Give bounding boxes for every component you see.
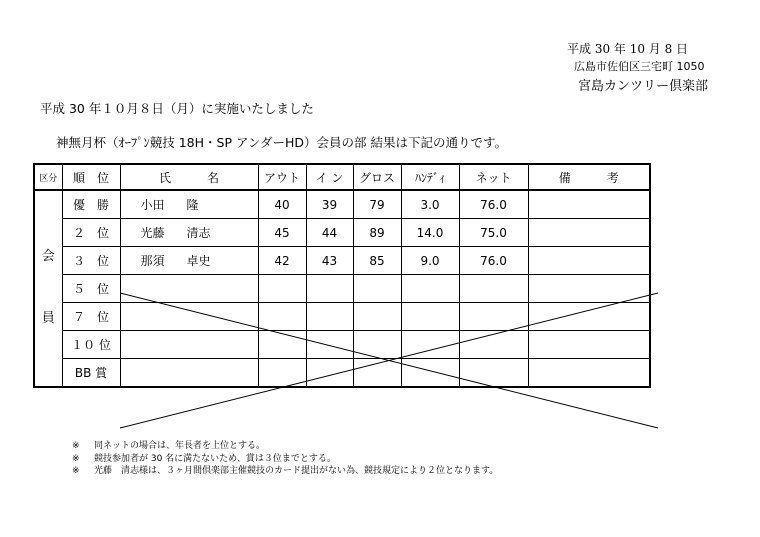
rank-cell: ７ 位 <box>62 303 120 331</box>
col-header-out: アウト <box>258 164 306 190</box>
remarks-cell <box>528 190 650 219</box>
notes <box>72 440 498 478</box>
results-table <box>33 163 651 388</box>
net-cell <box>459 275 528 303</box>
table-row <box>34 359 650 388</box>
gross-cell <box>353 303 401 331</box>
handicap-cell <box>401 303 459 331</box>
out-cell <box>258 275 306 303</box>
col-header-handicap: ﾊﾝﾃﾞｨ <box>401 164 459 190</box>
handicap-cell <box>401 275 459 303</box>
out-cell: 45 <box>258 219 306 247</box>
col-header-category: 区分 <box>34 164 62 190</box>
net-cell: 75.0 <box>459 219 528 247</box>
name-cell <box>120 331 258 359</box>
given-name: 隆 <box>186 198 199 212</box>
note-mark: ※ <box>72 441 80 451</box>
col-header-remarks: 備 考 <box>528 164 650 190</box>
table-row <box>34 303 650 331</box>
issue-date: 平成 30 年 10 月 8 日 <box>567 42 689 56</box>
in-cell: 44 <box>306 219 353 247</box>
table-row <box>34 190 650 219</box>
category-char: 会 <box>41 248 55 264</box>
note-item <box>72 440 498 453</box>
net-cell: 76.0 <box>459 247 528 275</box>
handicap-cell: 9.0 <box>401 247 459 275</box>
gross-cell: 89 <box>353 219 401 247</box>
club-address: 広島市佐伯区三宅町 1050 <box>574 60 705 73</box>
category-cell <box>34 190 62 387</box>
gross-cell <box>353 275 401 303</box>
gross-cell: 85 <box>353 247 401 275</box>
held-statement: 平成 30 年１０月８日（月）に実施いたしました <box>40 101 314 116</box>
rank-cell: ２ 位 <box>62 219 120 247</box>
col-header-net: ネット <box>459 164 528 190</box>
note-item <box>72 453 498 466</box>
col-header-gross: グロス <box>353 164 401 190</box>
remarks-cell <box>528 331 650 359</box>
remarks-cell <box>528 219 650 247</box>
name-cell <box>120 275 258 303</box>
surname: 光藤 <box>140 226 165 240</box>
out-cell: 40 <box>258 190 306 219</box>
note-text: 同ネットの場合は、年長者を上位とする。 <box>94 441 266 451</box>
in-cell: 39 <box>306 190 353 219</box>
name-cell <box>120 247 258 275</box>
remarks-cell <box>528 247 650 275</box>
name-cell <box>120 219 258 247</box>
net-cell <box>459 303 528 331</box>
out-cell: 42 <box>258 247 306 275</box>
remarks-cell <box>528 275 650 303</box>
handicap-cell <box>401 331 459 359</box>
table-row <box>34 247 650 275</box>
club-name: 宮島カンツリー倶楽部 <box>578 79 709 94</box>
gross-cell: 79 <box>353 190 401 219</box>
net-cell <box>459 331 528 359</box>
category-char: 員 <box>41 311 55 327</box>
given-name: 卓史 <box>186 254 211 268</box>
name-cell <box>120 359 258 388</box>
header-row <box>34 164 650 190</box>
table-row <box>34 275 650 303</box>
handicap-cell: 3.0 <box>401 190 459 219</box>
remarks-cell <box>528 359 650 388</box>
handicap-cell <box>401 359 459 388</box>
rank-cell: ３ 位 <box>62 247 120 275</box>
surname: 小田 <box>140 198 165 212</box>
name-cell <box>120 190 258 219</box>
given-name: 清志 <box>186 226 211 240</box>
rank-cell: BB 賞 <box>62 359 120 388</box>
out-cell <box>258 359 306 388</box>
table-row <box>34 219 650 247</box>
note-text: 競技参加者が 30 名に満たないため、賞は３位までとする。 <box>94 453 336 464</box>
surname: 那須 <box>140 254 165 268</box>
handicap-cell: 14.0 <box>401 219 459 247</box>
rank-cell: 優 勝 <box>62 190 120 219</box>
table-row <box>34 331 650 359</box>
name-cell <box>120 303 258 331</box>
rank-cell: ５ 位 <box>62 275 120 303</box>
remarks-cell <box>528 303 650 331</box>
in-cell <box>306 275 353 303</box>
note-mark: ※ <box>72 453 80 464</box>
net-cell: 76.0 <box>459 190 528 219</box>
col-header-rank: 順 位 <box>62 164 120 190</box>
col-header-name: 氏 名 <box>120 164 258 190</box>
col-header-in: イ ン <box>306 164 353 190</box>
gross-cell <box>353 359 401 388</box>
rank-cell: １０ 位 <box>62 331 120 359</box>
in-cell <box>306 359 353 388</box>
gross-cell <box>353 331 401 359</box>
out-cell <box>258 303 306 331</box>
note-mark: ※ <box>72 466 80 476</box>
event-title: 神無月杯（ｵｰﾌﾟﾝ競技 18H・SP アンダーHD）会員の部 結果は下記の通りです。 <box>56 135 507 150</box>
in-cell <box>306 303 353 331</box>
note-item <box>72 465 498 478</box>
net-cell <box>459 359 528 388</box>
in-cell <box>306 331 353 359</box>
out-cell <box>258 331 306 359</box>
note-text: 光藤 清志様は、３ヶ月間倶楽部主催競技のカード提出がない為、競技規定により２位となります。 <box>94 466 499 476</box>
in-cell: 43 <box>306 247 353 275</box>
